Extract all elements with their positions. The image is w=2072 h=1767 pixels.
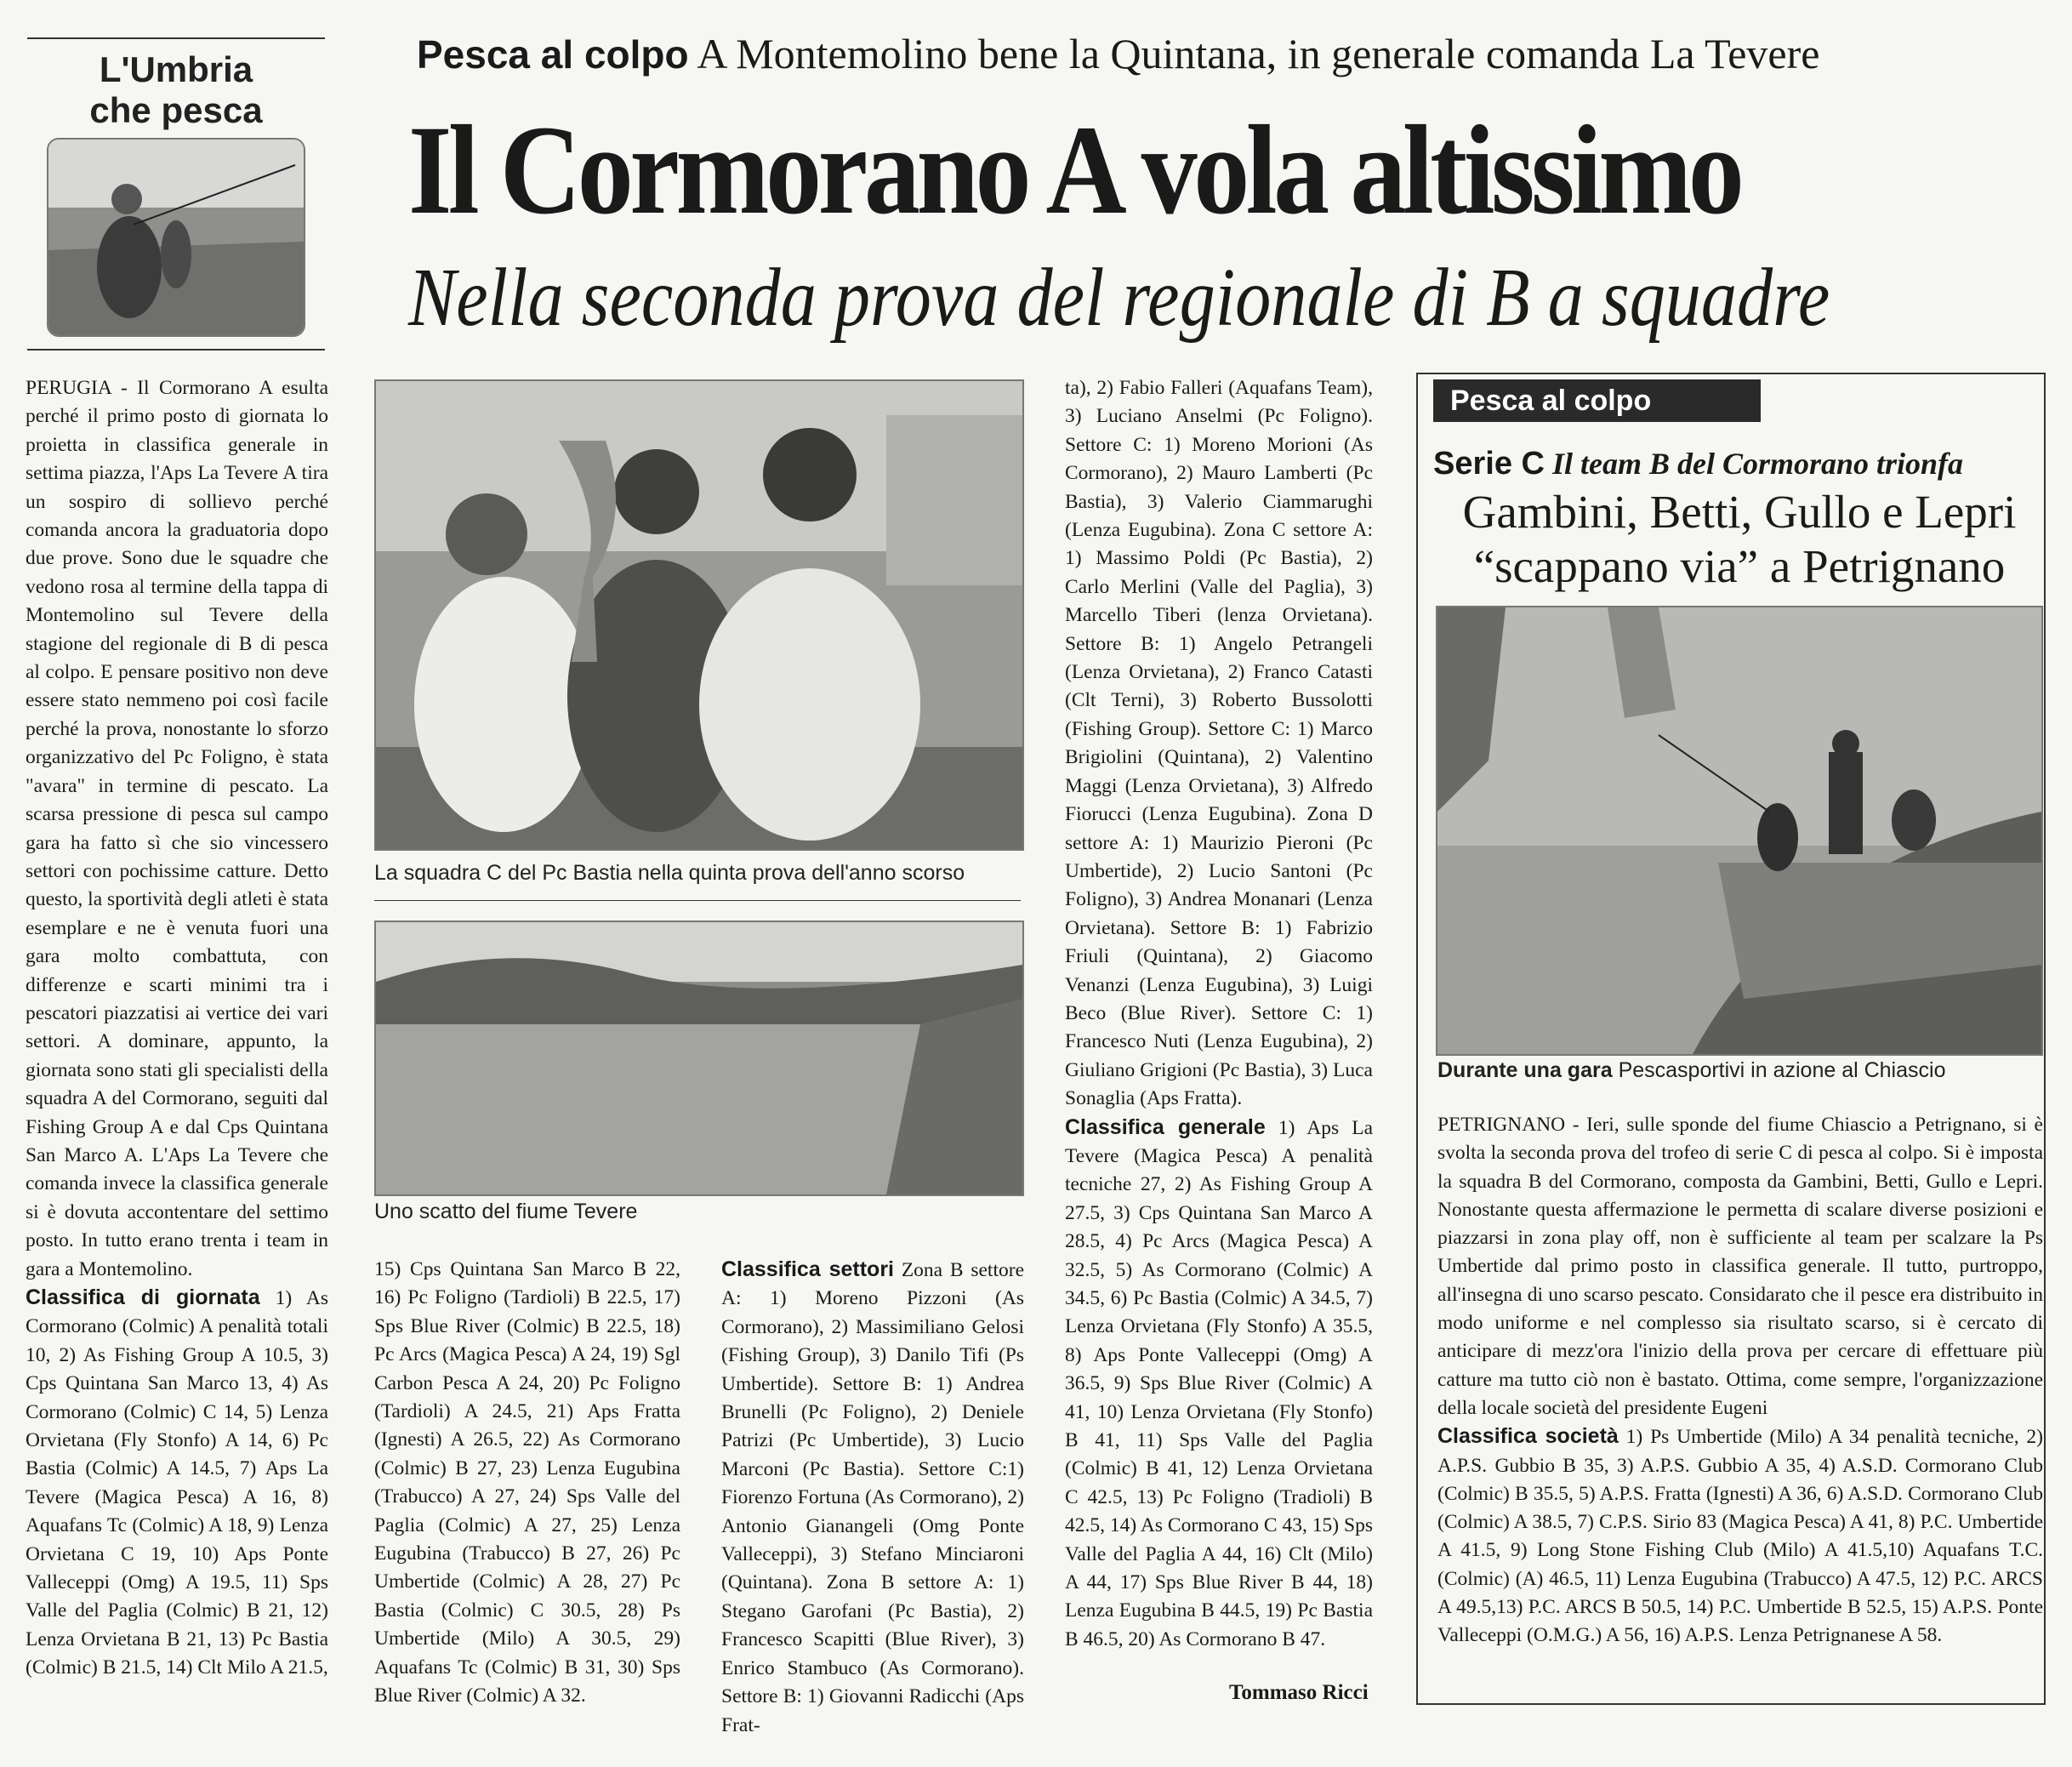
river-photo-caption: Uno scatto del fiume Tevere: [374, 1200, 638, 1223]
team-photo: [374, 379, 1024, 851]
section-label-line1: L'Umbria: [99, 49, 253, 89]
giornata-title: Classifica di giornata: [26, 1285, 260, 1309]
article-column-3: [721, 1256, 1024, 1736]
sidebar-photo: [1436, 606, 2043, 1056]
kicker-text: A Montemolino bene la Quintana, in generale comanda La Tevere: [697, 30, 1820, 77]
river-photo: [374, 921, 1024, 1196]
sidebar-photo-caption: [1437, 1057, 1945, 1084]
article-column-1: [26, 374, 328, 1710]
team-photo-caption: La squadra C del Pc Bastia nella quinta prova dell'anno scorso: [374, 861, 965, 885]
headline-title: Il Cormorano A vola altissimo: [408, 100, 1741, 241]
headline-subtitle: Nella seconda prova del regionale di B a squadre: [408, 252, 1830, 344]
headline-kicker: [417, 26, 2033, 83]
sidebar-body-text: PETRIGNANO - Ieri, sulle sponde del fiume Chiascio a Petrignano, si è svolta la seconda prova del trofeo di serie C di pesca al colpo. Si è imposta la squadra B del Cormorano, composta da Gambini, Betti, Gullo e Lepri. Nonostante questa affermazione le permetta di scalare diverse posizioni e piazzarsi in zona play off, non è sufficiente al team per scalzare la Ps Umbertide dal primo posto in classifica generale. Il tutto, purtroppo, all'insegna di uno scarso pescato. Considarato che il pesce era distribuito in modo uniforme e nel complesso sia risultato scarso, si è cercato di anticipare di mezz'ora l'inizio della prova per cercare di effettuare più catture ma tutto ciò non è bastato. Ottima, come sempre, l'organizzazione della locale società del presidente Eugeni: [1437, 1114, 2043, 1419]
generale-title: Classifica generale: [1065, 1114, 1266, 1139]
sidebar-caption-bold: Durante una gara: [1437, 1058, 1613, 1082]
section-top-rule: [27, 37, 325, 39]
section-label: [27, 49, 325, 131]
settori-text: Zona B settore A: 1) Moreno Pizzoni (As Cormorano), 2) Massimiliano Gelosi (Fishing Group), 3) Danilo Tifi (Ps Umbertide). Settore B: 1) Andrea Brunelli (Pc Foligno), 2) Deniele Patrizi (Pc Umbertide), 3) Lucio Marconi (Pc Bastia). Settore C:1) Fiorenzo Fortuna (As Cormorano), 2) Antonio Gianangeli (Omg Ponte Valleceppi), 3) Stefano Minciaroni (Quintana). Zona B settore A: 1) Stegano Garofani (Pc Bastia), 2) Francesco Scapitti (Blue River), 3) Enrico Stambuco (As Cormorano). Settore B: 1) Giovanni Radicchi (Aps Frat-: [721, 1259, 1024, 1736]
sidebar-caption-text: Pescasportivi in azione al Chiascio: [1618, 1058, 1946, 1082]
societa-text: 1) Ps Umbertide (Milo) A 34 penalità tecniche, 2) A.P.S. Gubbio B 35, 3) A.P.S. Gubbio A 35, 4) A.S.D. Cormorano Club (Colmic) B 35.5, 5) A.P.S. Fratta (Ignesti) A 36, 6) A.S.D. Cormorano Club (Colmic) A 38.5, 7) C.P.S. Sirio 83 (Magica Pesca) A 41, 8) P.C. Umbertide A 41.5, 9) Long Stone Fishing Club (Milo) A 41.5,10) Aquafans T.C. (Colmic) (A) 46.5, 11) Lenza Eugubina (Trabucco) A 47.5, 12) P.C. ARCS A 49.5,13) P.C. ARCS B 50.5, 14) P.C. Umbertide B 52.5, 15) A.P.S. Ponte Valleceppi (O.M.G.) A 56, 16) A.P.S. Lenza Petrignanese A 58.: [1437, 1426, 2043, 1647]
article-column-4: [1065, 374, 1373, 1667]
sidebar-badge: Pesca al colpo: [1433, 379, 1761, 422]
sidebar-title: [1433, 485, 2046, 594]
byline: Tommaso Ricci: [1229, 1681, 1369, 1704]
article-column-2: [374, 1256, 680, 1715]
settori-title: Classifica settori: [721, 1257, 895, 1281]
sidebar-kicker-bold: Serie C: [1433, 446, 1545, 482]
sidebar-kicker: [1433, 442, 2046, 485]
sidebar-title-line1: Gambini, Betti, Gullo e Lepri: [1462, 486, 2017, 538]
caption-rule: [374, 900, 1021, 901]
article-lead: PERUGIA - Il Cormorano A esulta perché il primo posto di giornata lo proietta in classifica generale in settima piazza, l'Aps La Tevere A tira un sospiro di sollievo perché comanda ancora la graduatoria dopo due prove. Sono due le squadre che vedono rosa al termine della tappa di Montemolino sul Tevere della stagione del regionale di B di pesca al colpo. E pensare positivo non deve essere stato nemmeno poi così facile perché la prova, nonostante lo sforzo organizzativo del Pc Foligno, è stata "avara" in termine di pescato. La scarsa pressione di pesca sul campo gara ha fatto sì che sio vincessero settori con pochissime catture. Detto questo, la sportività degli atleti è stata esemplare e ne è venuta fuori una gara molto combattuta, con differenze e scarti minimi tra i pescatori piazzatisi ai vertice dei vari settori. A dominare, appunto, la giornata sono stati gli specialisti della squadra A del Cormorano, seguiti dal Fishing Group A e dal Cps Quintana San Marco A. L'Aps La Tevere che comanda invece la classifica generale si è dovuta accontentare del settimo posto. In tutto erano trenta i team in gara a Montemolino.: [26, 377, 328, 1280]
societa-title: Classifica società: [1437, 1424, 1619, 1449]
giornata-continued: 15) Cps Quintana San Marco B 22, 16) Pc Foligno (Tardioli) B 22.5, 17) Sps Blue River (Colmic) B 22.5, 18) Pc Arcs (Magica Pesca) A 24, 19) Sgl Carbon Pesca A 24, 20) Pc Foligno (Tardioli) A 24.5, 21) Aps Fratta (Ignesti) A 26.5, 22) As Cormorano (Colmic) B 27, 23) Lenza Eugubina (Trabucco) A 27, 24) Sps Valle del Paglia (Colmic) A 27, 25) Lenza Eugubina (Trabucco) B 27, 26) Pc Umbertide (Colmic) A 28, 27) Pc Bastia (Colmic) C 30.5, 28) Ps Umbertide (Milo) A 30.5, 29) Aquafans Tc (Colmic) B 31, 30) Sps Blue River (Colmic) A 32.: [374, 1258, 680, 1707]
section-photo: [47, 138, 305, 337]
section-label-line2: che pesca: [89, 90, 263, 130]
giornata-text: 1) As Cormorano (Colmic) A penalità totali 10, 2) As Fishing Group A 10.5, 3) Cps Quintana San Marco 13, 4) As Cormorano (Colmic) C 14, 5) Lenza Orvietana (Fly Stonfo) A 14, 6) Pc Bastia (Colmic) A 14.5, 7) Aps La Tevere (Magica Pesca) A 16, 8) Aquafans Tc (Colmic) A 18, 9) Lenza Orvietana C 19, 10) Aps Ponte Valleceppi (Omg) A 19.5, 11) Sps Valle del Paglia (Colmic) B 21, 12) Lenza Orvietana B 21, 13) Pc Bastia (Colmic) B 21.5, 14) Clt Milo A 21.5,: [26, 1287, 328, 1679]
settori-continued: ta), 2) Fabio Falleri (Aquafans Team), 3) Luciano Anselmi (Pc Foligno). Settore C: 1) Moreno Morioni (As Cormorano), 2) Mauro Lamberti (Pc Bastia), 3) Valerio Ciammarughi (Lenza Eugubina). Zona C settore A: 1) Massimo Poldi (Pc Bastia), 2) Carlo Merlini (Valle del Paglia), 3) Marcello Tiberi (lenza Orvietana). Settore B: 1) Angelo Petrangeli (Lenza Orvietana), 2) Franco Catasti (Clt Terni), 3) Roberto Bussolotti (Fishing Group). Settore C: 1) Marco Brigiolini (Quintana), 2) Valentino Maggi (Lenza Orvietana), 3) Alfredo Fiorucci (Lenza Eugubina). Zona D settore A: 1) Maurizio Pieroni (Pc Umbertide), 2) Lucio Santoni (Pc Foligno), 3) Andrea Monanari (Lenza Orvietana). Settore B: 1) Fabrizio Friuli (Quintana), 2) Giacomo Venanzi (Lenza Eugubina), 3) Luigi Beco (Blue River). Settore C: 1) Francesco Nuti (Lenza Eugubina), 2) Giuliano Grigioni (Pc Bastia), 3) Luca Sonaglia (Aps Fratta).: [1065, 377, 1373, 1110]
sidebar-body: [1437, 1111, 2043, 1690]
sidebar-kicker-italic: Il team B del Cormorano trionfa: [1551, 447, 1964, 481]
kicker-bold: Pesca al colpo: [417, 32, 689, 77]
sidebar-title-line2: “scappano via” a Petrignano: [1473, 540, 2006, 592]
section-bottom-rule: [27, 349, 325, 351]
generale-text: 1) Aps La Tevere (Magica Pesca) A penalità tecniche 27, 2) As Fishing Group A 27.5, 3) Cps Quintana San Marco A 28.5, 4) Pc Arcs (Magica Pesca) A 32.5, 5) As Cormorano (Colmic) A 34.5, 6) Pc Bastia (Colmic) A 34.5, 7) Lenza Orvietana (Fly Stonfo) A 35.5, 8) Aps Ponte Valleceppi (Omg) A 36.5, 9) Sps Blue River (Colmic) A 41, 10) Lenza Orvietana (Fly Stonfo) B 41, 11) Sps Valle del Paglia (Colmic) B 41, 12) Lenza Orvietana C 42.5, 13) Pc Foligno (Tradioli) B 42.5, 14) As Cormorano C 43, 15) Sps Valle del Paglia A 44, 16) Clt (Milo) A 44, 17) Sps Blue River B 44, 18) Lenza Eugubina B 44.5, 19) Pc Bastia B 46.5, 20) As Cormorano B 47.: [1065, 1116, 1374, 1650]
